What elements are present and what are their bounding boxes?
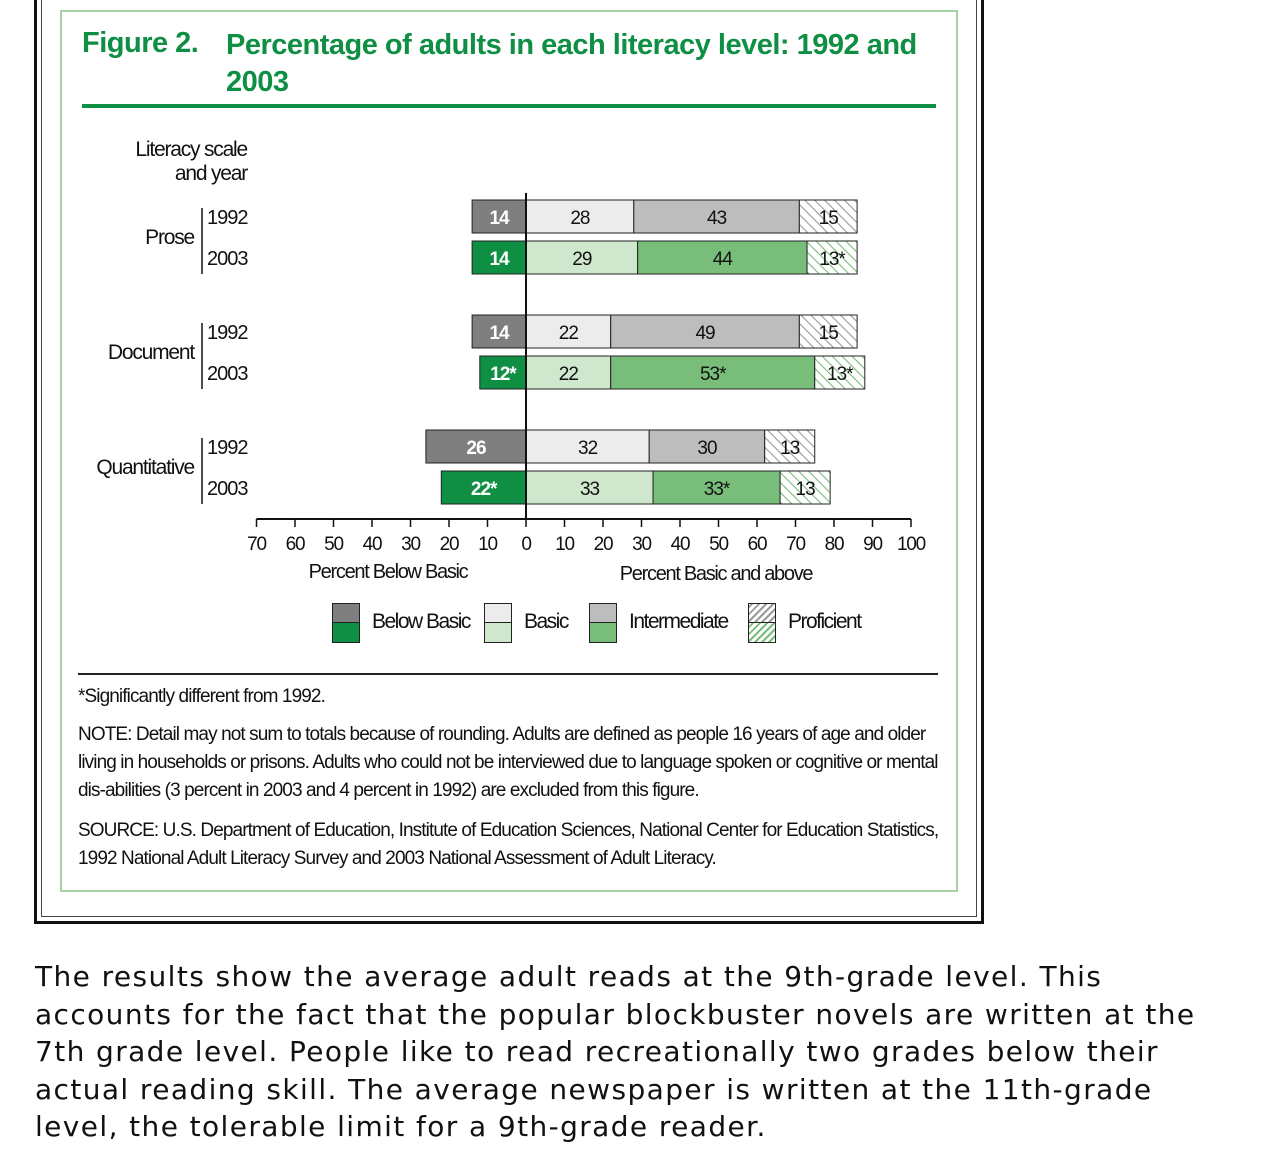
figure-title: Percentage of adults in each literacy level: 1992 and 2003	[226, 29, 917, 98]
x-tick-label: 0	[521, 534, 531, 555]
year-label: 1992	[207, 207, 248, 229]
legend-swatch-basic	[484, 603, 512, 643]
group-label-prose: Prose	[145, 226, 194, 249]
x-tick-label: 70	[786, 534, 805, 555]
legend-swatch-proficient	[748, 603, 776, 643]
x-axis-label-right: Percent Basic and above	[619, 563, 813, 585]
x-tick-label: 100	[896, 534, 926, 555]
x-tick-label: 60	[747, 534, 767, 555]
legend-swatch-intermediate	[589, 603, 617, 643]
x-tick-label: 70	[247, 534, 266, 555]
body-caption: The results show the average adult reads at the 9th-grade level. This accounts for the fact that the popular blockbuster novels are written at the 7th grade level. People like to read recreationally two grades below their actual reading skill. The average newspaper is written at the 11th-grade level, the tolerable limit for a 9th-grade reader.	[35, 960, 1196, 1143]
bar-label-proficient: 13	[795, 479, 815, 500]
year-label: 2003	[207, 248, 248, 270]
x-tick-label: 50	[709, 534, 728, 555]
note-text: NOTE: Detail may not sum to totals because of rounding. Adults are defined as people 16 years of age and older living in households or prisons. Adults who could not be interviewed due to language spoken or cognitive or mental dis-abilities (3 percent in 2003 and 4 percent in 1992) are excluded from this figure.	[78, 724, 938, 801]
bar-label-proficient: 15	[818, 323, 838, 344]
x-tick-label: 50	[324, 534, 343, 555]
bar-label-below-basic: 26	[466, 438, 486, 459]
bar-label-below-basic: 22*	[470, 479, 497, 500]
bar-label-basic: 28	[570, 208, 590, 229]
year-label: 2003	[207, 478, 248, 500]
year-label: 1992	[207, 322, 248, 344]
bar-label-below-basic: 14	[489, 323, 509, 344]
bar-label-below-basic: 12*	[490, 364, 516, 385]
legend	[0, 603, 1000, 647]
bar-label-intermediate: 30	[697, 438, 717, 459]
x-tick-label: 90	[863, 534, 882, 555]
bar-label-proficient: 13*	[819, 249, 845, 270]
bar-label-intermediate: 43	[707, 208, 727, 229]
x-tick-label: 60	[285, 534, 305, 555]
group-label-quantitative: Quantitative	[96, 456, 194, 479]
significance-note: *Significantly different from 1992.	[78, 686, 325, 707]
legend-label-intermediate: Intermediate	[629, 610, 728, 633]
x-tick-label: 20	[439, 534, 459, 555]
y-header-line1: Literacy scale	[135, 138, 247, 161]
x-tick-label: 40	[362, 534, 382, 555]
x-axis-label-left: Percent Below Basic	[308, 561, 468, 583]
notes-rule	[78, 673, 938, 675]
bar-label-basic: 22	[558, 364, 578, 385]
x-tick-label: 30	[401, 534, 420, 555]
figure-number: Figure 2.	[82, 27, 199, 59]
x-tick-label: 80	[824, 534, 844, 555]
year-label: 2003	[207, 363, 248, 385]
x-tick-label: 20	[593, 534, 613, 555]
bar-label-intermediate: 44	[712, 249, 732, 270]
x-tick-label: 40	[670, 534, 690, 555]
x-tick-label: 30	[632, 534, 651, 555]
x-tick-label: 10	[555, 534, 574, 555]
bar-label-intermediate: 33*	[703, 479, 730, 500]
group-label-document: Document	[107, 341, 194, 364]
bar-label-basic: 22	[558, 323, 578, 344]
y-header-line2: and year	[174, 162, 247, 185]
bar-label-proficient: 13*	[827, 364, 853, 385]
bar-label-below-basic: 14	[489, 208, 509, 229]
legend-label-below-basic: Below Basic	[372, 610, 470, 633]
bar-label-basic: 33	[579, 479, 600, 500]
legend-swatch-below-basic	[332, 603, 360, 643]
legend-label-proficient: Proficient	[788, 610, 861, 633]
bar-label-intermediate: 49	[695, 323, 715, 344]
bar-label-below-basic: 14	[489, 249, 509, 270]
literacy-chart	[0, 0, 1000, 600]
bar-label-intermediate: 53*	[699, 364, 726, 385]
bar-label-basic: 32	[578, 438, 598, 459]
source-text: SOURCE: U.S. Department of Education, Institute of Education Sciences, National Center for Education Statistics, 1992 National Adult Literacy Survey and 2003 National Assessment of Adult Literacy.	[78, 820, 939, 869]
bar-label-proficient: 13	[780, 438, 800, 459]
legend-label-basic: Basic	[524, 610, 568, 633]
bar-label-proficient: 15	[818, 208, 838, 229]
x-tick-label: 10	[478, 534, 497, 555]
bar-label-basic: 29	[572, 249, 592, 270]
year-label: 1992	[207, 437, 248, 459]
